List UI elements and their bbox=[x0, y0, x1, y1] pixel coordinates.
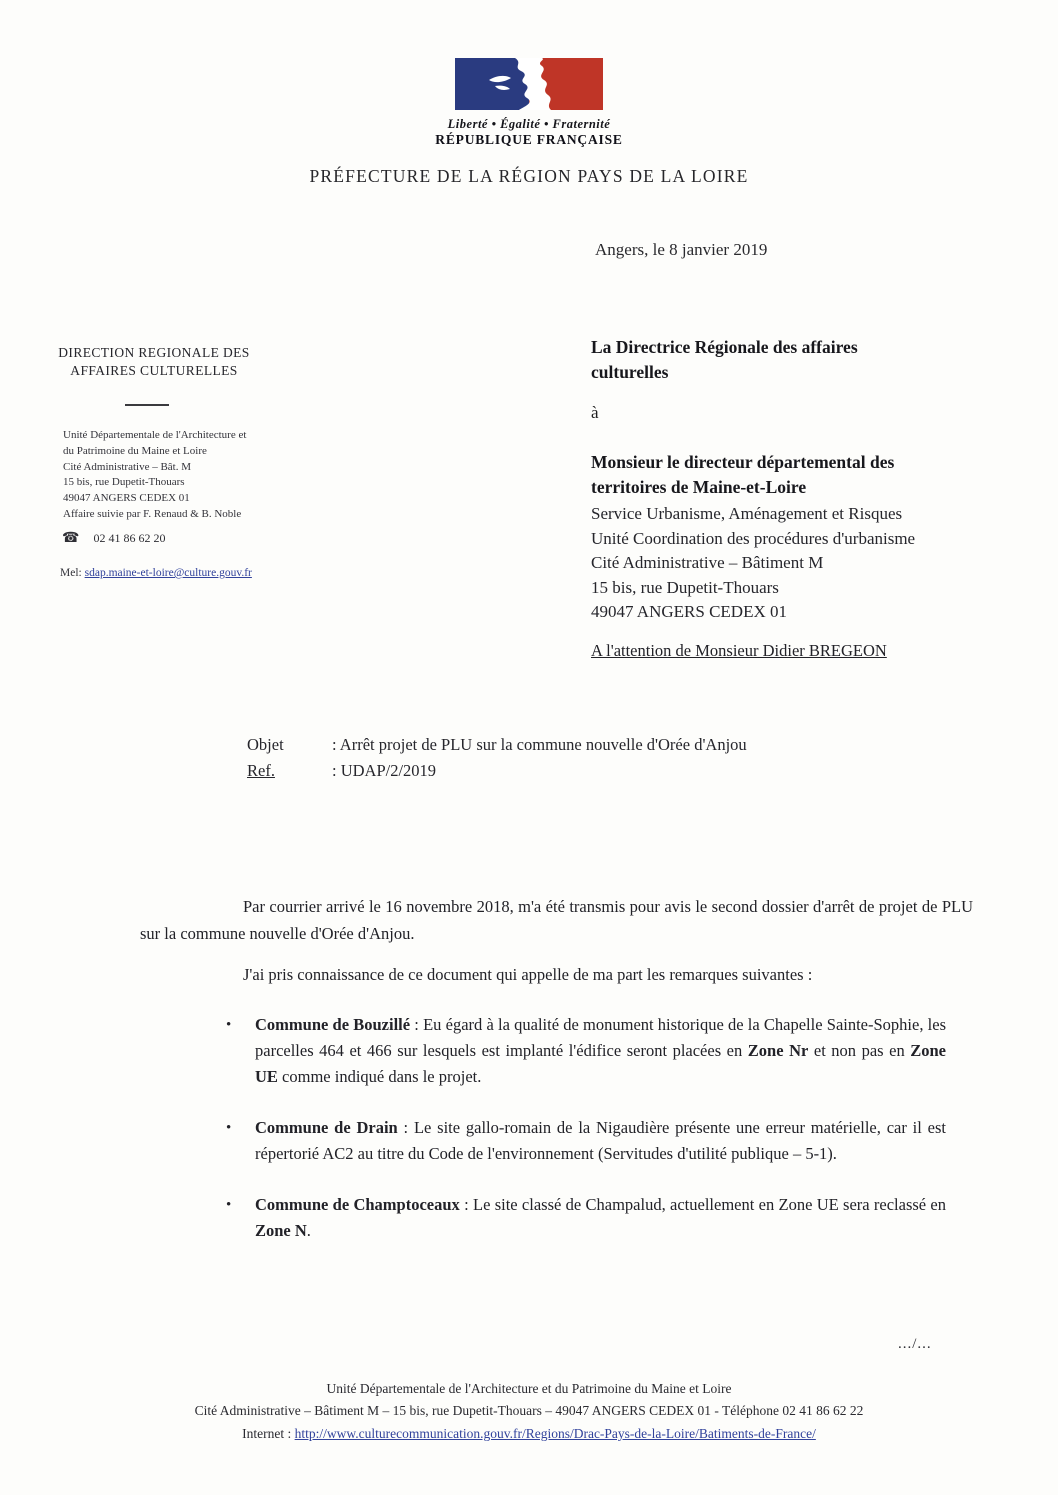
sender-title-line1: DIRECTION REGIONALE DES bbox=[58, 345, 250, 360]
phone-row bbox=[62, 530, 165, 547]
footer-url-link[interactable]: http://www.culturecommunication.gouv.fr/Regions/Drac-Pays-de-la-Loire/Batiments-de-France/ bbox=[294, 1426, 816, 1441]
footer-line-3 bbox=[0, 1426, 1058, 1442]
body-paragraph-2: J'ai pris connaissance de ce document qui appelle de ma part les remarques suivantes : bbox=[243, 965, 813, 984]
ref-value: : UDAP/2/2019 bbox=[332, 761, 437, 780]
objet-value: : Arrêt projet de PLU sur la commune nouvelle d'Orée d'Anjou bbox=[332, 735, 747, 754]
bullet-text: Commune de Drain : Le site gallo-romain de la Nigaudière présente une erreur matérielle, car il est répertorié AC2 au titre du Code de l'environnement (Servitudes d'utilité publique – 5-1). bbox=[255, 1118, 946, 1163]
connector-word: à bbox=[591, 403, 599, 422]
to-title: Monsieur le directeur départemental des territoires de Maine-et-Loire bbox=[591, 452, 895, 497]
bullet-icon: • bbox=[226, 1120, 232, 1136]
recipient-address bbox=[591, 502, 915, 625]
sender-address-line: 49047 ANGERS CEDEX 01 bbox=[63, 492, 190, 505]
sender-address-line: du Patrimoine du Maine et Loire bbox=[63, 444, 207, 457]
prefecture-title: PRÉFECTURE DE LA RÉGION PAYS DE LA LOIRE bbox=[309, 166, 749, 186]
marianne-flag-icon bbox=[455, 58, 603, 115]
logo-motto: Liberté • Égalité • Fraternité bbox=[447, 117, 611, 131]
sender-address-line: Affaire suivie par F. Renaud & B. Noble bbox=[63, 507, 242, 520]
footer-line-1: Unité Départementale de l'Architecture et du Patrimoine du Maine et Loire bbox=[326, 1381, 732, 1396]
internet-label: Internet : bbox=[242, 1426, 295, 1441]
recipient-address-line: Service Urbanisme, Aménagement et Risques bbox=[591, 504, 903, 523]
date-line: Angers, le 8 janvier 2019 bbox=[595, 240, 768, 259]
email-row bbox=[60, 567, 252, 579]
email-label: Mel: bbox=[60, 567, 85, 579]
subject-block bbox=[247, 732, 747, 784]
attention-line: A l'attention de Monsieur Didier BREGEON bbox=[591, 641, 887, 660]
ref-row bbox=[247, 758, 747, 784]
body-paragraph-1: Par courrier arrivé le 16 novembre 2018, m'a été transmis pour avis le second dossier d'arrêt de projet de PLU sur la commune nouvelle d'Orée d'Anjou. bbox=[140, 897, 973, 943]
separator-line bbox=[125, 404, 169, 406]
footer-line-2: Cité Administrative – Bâtiment M – 15 bis, rue Dupetit-Thouars – 49047 ANGERS CEDEX 01 - Téléphone 02 41 86 62 22 bbox=[194, 1403, 864, 1418]
telephone-icon: ☎ bbox=[62, 531, 80, 546]
ref-label: Ref. bbox=[247, 761, 275, 780]
list-item bbox=[222, 1012, 946, 1090]
list-item bbox=[222, 1115, 946, 1167]
recipient-address-line: Cité Administrative – Bâtiment M bbox=[591, 553, 824, 573]
phone-number: 02 41 86 62 20 bbox=[93, 531, 166, 545]
objet-label: Objet bbox=[247, 735, 284, 754]
bullet-icon: • bbox=[226, 1017, 232, 1033]
bullet-text: Commune de Champtoceaux : Le site classé de Champalud, actuellement en Zone UE sera reclassé en Zone N. bbox=[255, 1195, 946, 1240]
objet-row bbox=[247, 732, 747, 758]
from-title: La Directrice Régionale des affaires culturelles bbox=[591, 337, 858, 382]
sender-address-line: Cité Administrative – Bât. M bbox=[63, 460, 192, 473]
remarks-list bbox=[222, 1012, 946, 1269]
bullet-icon: • bbox=[226, 1197, 232, 1213]
recipient-address-line: Unité Coordination des procédures d'urbanisme bbox=[591, 528, 916, 548]
sender-title bbox=[38, 344, 270, 380]
continuation-mark: .../... bbox=[898, 1336, 932, 1352]
bullet-text: Commune de Bouzillé : Eu égard à la qualité de monument historique de la Chapelle Sainte-Sophie, les parcelles 464 et 466 sur lesquels est implanté l'édifice seront placées en Zone Nr et non pas en Zone UE comme indiqué dans le projet. bbox=[255, 1015, 947, 1086]
recipient-address-line: 15 bis, rue Dupetit-Thouars bbox=[591, 577, 779, 597]
email-link[interactable]: sdap.maine-et-loire@culture.gouv.fr bbox=[84, 567, 252, 579]
list-item bbox=[222, 1192, 946, 1244]
sender-title-line2: AFFAIRES CULTURELLES bbox=[70, 363, 238, 378]
sender-address bbox=[63, 428, 246, 523]
sender-address-line: 15 bis, rue Dupetit-Thouars bbox=[63, 476, 185, 489]
recipient-address-line: 49047 ANGERS CEDEX 01 bbox=[591, 602, 787, 622]
sender-address-line: Unité Départementale de l'Architecture et bbox=[63, 429, 247, 441]
logo-country: RÉPUBLIQUE FRANÇAISE bbox=[435, 132, 623, 147]
republique-francaise-logo-block bbox=[0, 58, 1058, 148]
